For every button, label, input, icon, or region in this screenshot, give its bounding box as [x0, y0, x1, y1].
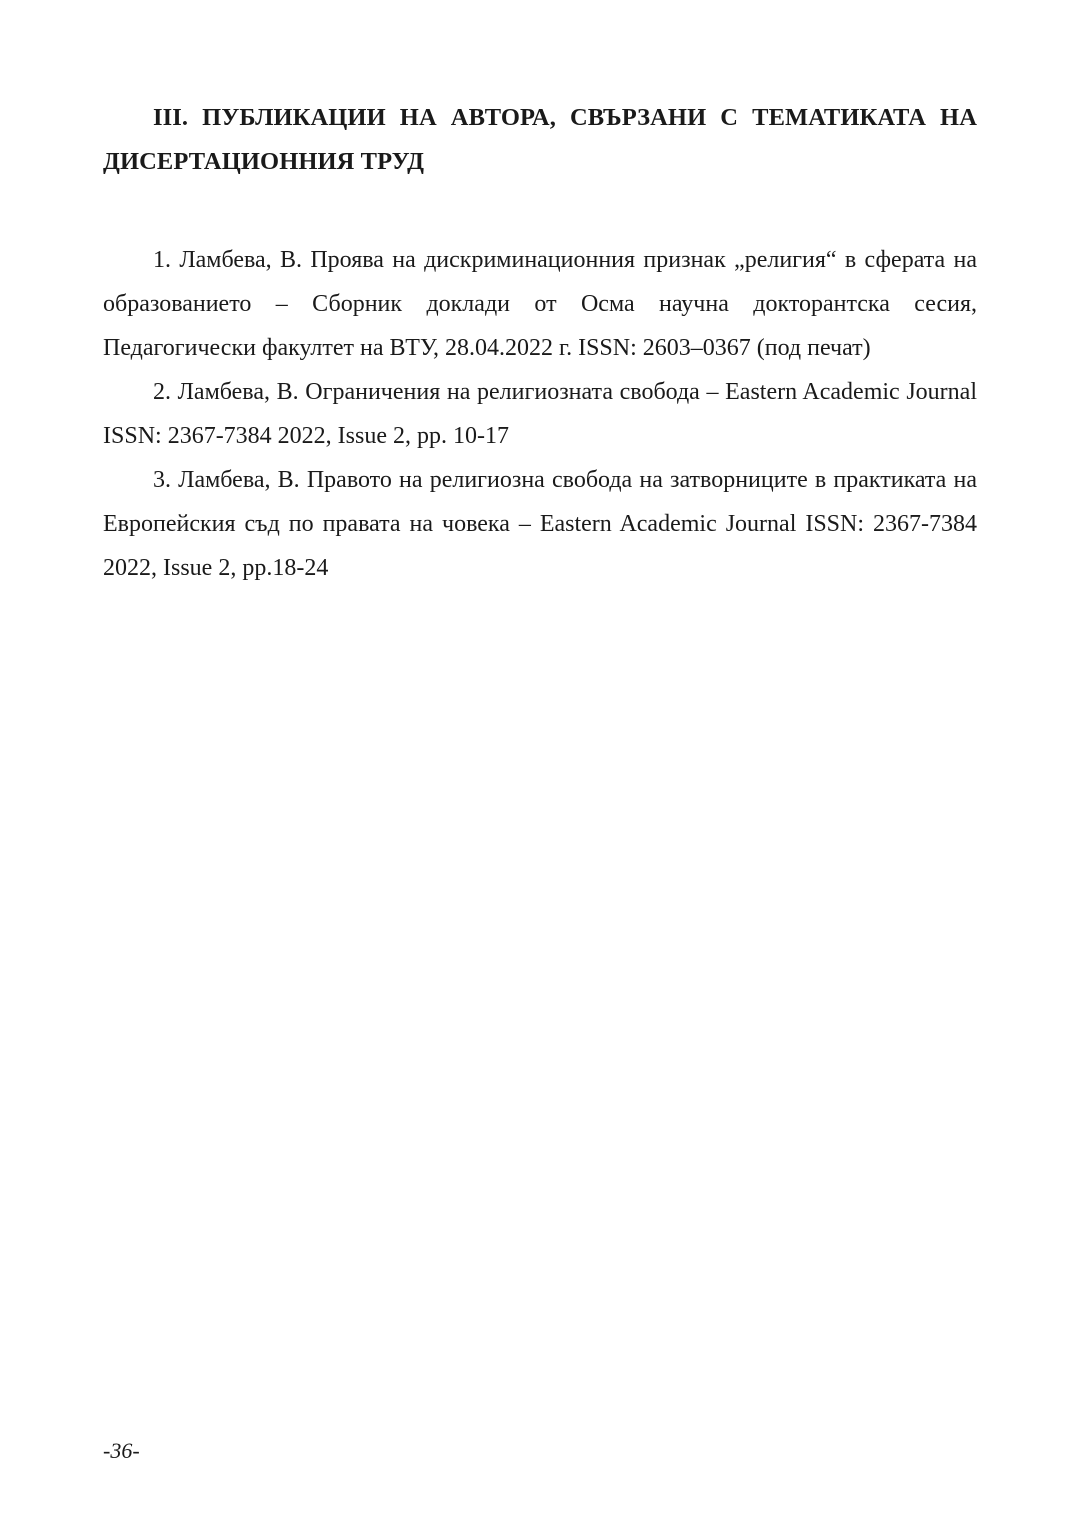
- section-heading: III. ПУБЛИКАЦИИ НА АВТОРА, СВЪРЗАНИ С ТЕМАТИКАТА НА ДИСЕРТАЦИОННИЯ ТРУД: [103, 104, 977, 175]
- publication-list: [103, 238, 977, 590]
- publication-item-2: 2. Ламбева, В. Ограничения на религиозната свобода – Eastern Academic Journal ISSN: 2367-7384 2022, Issue 2, pp. 10-17: [103, 379, 977, 449]
- publication-item-3: 3. Ламбева, В. Правото на религиозна свобода на затворниците в практиката на Европейския съд по правата на човека – Eastern Academic Journal ISSN: 2367-7384 2022, Issue 2, pp.18-24: [103, 467, 977, 581]
- document-page: [103, 96, 977, 590]
- publication-item-1: 1. Ламбева, В. Проява на дискриминационния признак „религия“ в сферата на образованието – Сборник доклади от Осма научна докторантска сесия, Педагогически факултет на ВТУ, 28.04.2022 г. ISSN: 2603–0367 (под печат): [103, 247, 977, 361]
- page-number: -36-: [103, 1438, 140, 1463]
